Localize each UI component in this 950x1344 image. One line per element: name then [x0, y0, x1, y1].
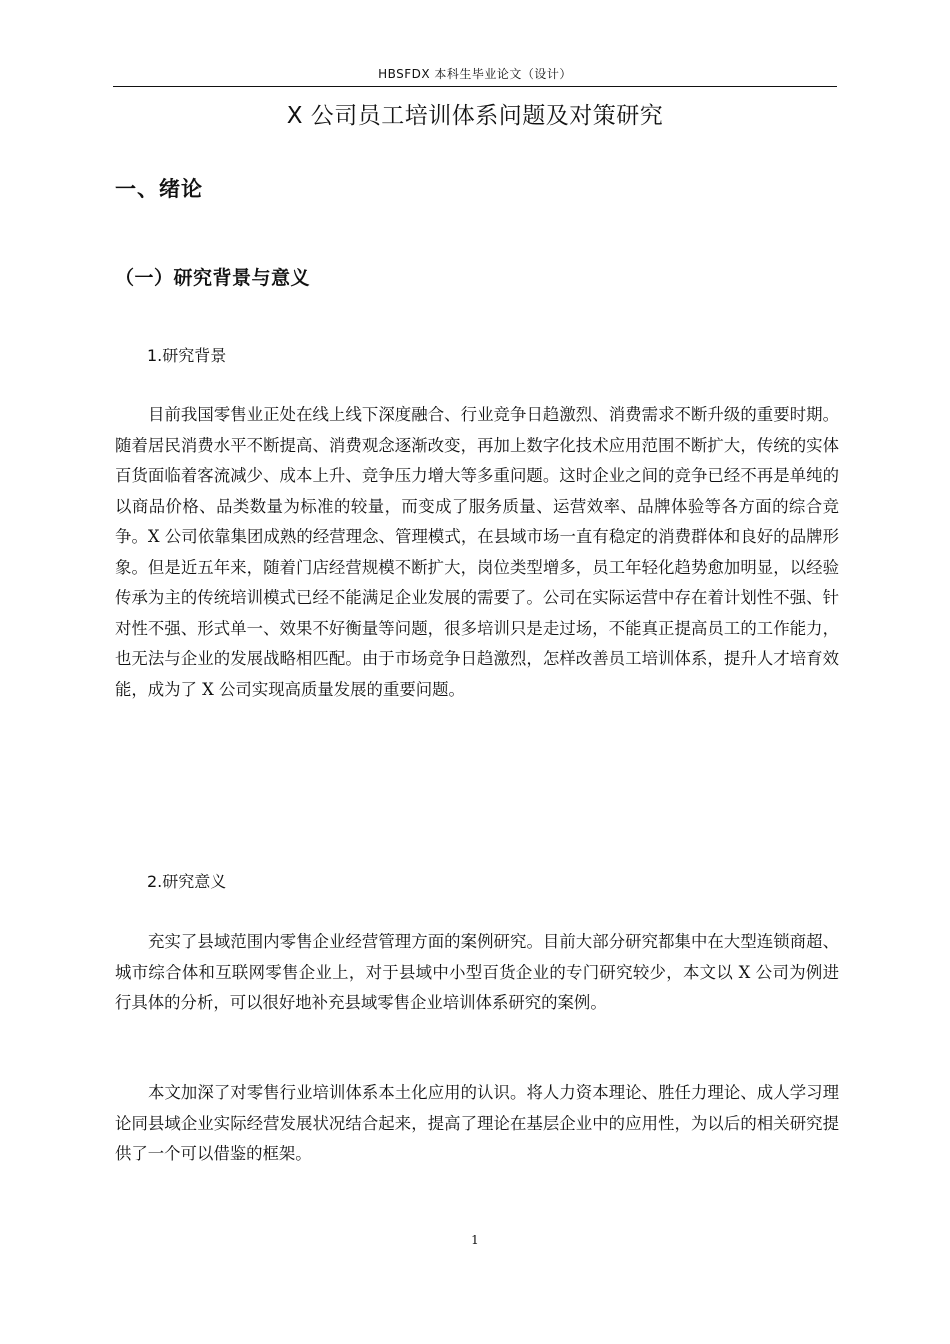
chapter-heading: 一、绪论 [115, 177, 203, 201]
subsection-heading-significance: 2.研究意义 [147, 872, 227, 891]
document-title: X 公司员工培训体系问题及对策研究 [286, 103, 664, 129]
paragraph-significance-2: 本文加深了对零售行业培训体系本土化应用的认识。将人力资本理论、胜任力理论、成人学习理论同县域企业实际经营发展状况结合起来，提高了理论在基层企业中的应用性，为以后的相关研究提供了一个可以借鉴的框架。 [115, 1083, 839, 1163]
paragraph-significance-1: 充实了县域范围内零售企业经营管理方面的案例研究。目前大部分研究都集中在大型连锁商超、城市综合体和互联网零售企业上，对于县域中小型百货企业的专门研究较少，本文以 X 公司为例进行具体的分析，可以很好地补充县域零售企业培训体系研究的案例。 [115, 932, 839, 1012]
paragraph-background: 目前我国零售业正处在线上线下深度融合、行业竞争日趋激烈、消费需求不断升级的重要时期。随着居民消费水平不断提高、消费观念逐渐改变，再加上数字化技术应用范围不断扩大，传统的实体百货面临着客流减少、成本上升、竞争压力增大等多重问题。这时企业之间的竞争已经不再是单纯的以商品价格、品类数量为标准的较量，而变成了服务质量、运营效率、品牌体验等各方面的综合竞争。X 公司依靠集团成熟的经营理念、管理模式，在县域市场一直有稳定的消费群体和良好的品牌形象。但是近五年来，随着门店经营规模不断扩大，岗位类型增多，员工年轻化趋势愈加明显，以经验传承为主的传统培训模式已经不能满足企业发展的需要了。公司在实际运营中存在着计划性不强、针对性不强、形式单一、效果不好衡量等问题，很多培训只是走过场，不能真正提高员工的工作能力，也无法与企业的发展战略相匹配。由于市场竞争日趋激烈，怎样改善员工培训体系，提升人才培育效能，成为了 X 公司实现高质量发展的重要问题。 [115, 405, 839, 699]
running-header: HBSFDX 本科生毕业论文（设计） [113, 66, 837, 87]
section-heading: （一）研究背景与意义 [115, 267, 311, 289]
subsection-heading-background: 1.研究背景 [147, 346, 227, 365]
page-number: 1 [471, 1233, 479, 1247]
